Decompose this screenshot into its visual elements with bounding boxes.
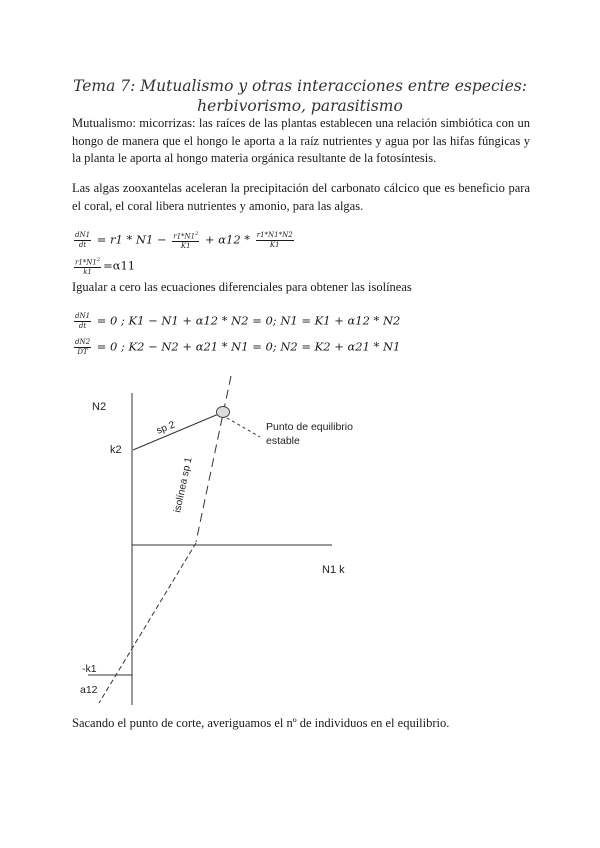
title-line-2: herbivorismo, parasitismo xyxy=(197,97,403,115)
k2-label: k2 xyxy=(110,444,122,456)
numerator-text: r1*N1 xyxy=(75,258,97,267)
fraction-denominator: dt xyxy=(78,322,87,330)
equation-term: =α11 xyxy=(103,258,136,273)
exponent: 2 xyxy=(195,231,199,237)
isoline-sp1-extension xyxy=(99,543,196,703)
sp2-label: sp 2 xyxy=(155,419,177,437)
paragraph-igualar: Igualar a cero las ecuaciones diferenciales para obtener las isolíneas xyxy=(72,280,412,294)
fraction-numerator: dN1 xyxy=(75,231,91,240)
fraction-numerator: dN1 xyxy=(75,312,91,320)
numerator-text: r1*N1 xyxy=(173,232,196,241)
n2-axis-label: N2 xyxy=(92,401,107,413)
equilibrium-pointer xyxy=(227,418,260,437)
exponent: 2 xyxy=(96,257,101,263)
equation-term: = 0 ; K1 − N1 + α12 * N2 = 0; N1 = K1 + α12 * N2 xyxy=(96,313,401,328)
fraction-denominator: dt xyxy=(78,241,87,250)
equilibrium-label-line-1: Punto de equilibrio xyxy=(266,421,353,433)
equilibrium-point xyxy=(217,407,230,418)
fraction-numerator: r1*N1*N2 xyxy=(256,231,293,240)
isoline-sp1-upper xyxy=(196,376,231,542)
fraction-denominator: k1 xyxy=(83,268,92,277)
paragraph-mutualismo: Mutualismo: micorrizas: las raíces de las plantas establecen una relación simbiótica con un hongo de manera que el hongo le aporta a la raíz nutrientes y agua por las hifas fúngicas y la planta le aporta al hongo materia orgánica resultante de la fotosíntesis. xyxy=(72,116,530,165)
sp1-label: isolínea sp 1 xyxy=(172,456,195,514)
n1-axis-label: N1 k xyxy=(322,564,345,576)
paragraph-algas: Las algas zooxantelas aceleran la precipitación del carbonato cálcico que es beneficio para el coral, el coral libera nutrientes y amonio, para las algas. xyxy=(72,181,530,213)
equilibrium-label-line-2: estable xyxy=(266,435,300,447)
equation-term: = 0 ; K2 − N2 + α21 * N1 = 0; N2 = K2 + α21 * N1 xyxy=(96,339,401,354)
fraction-denominator: K1 xyxy=(180,242,191,251)
intercept-label-numerator: -k1 xyxy=(82,663,97,675)
isoline-sp2 xyxy=(133,413,221,450)
fraction-numerator: dN2 xyxy=(75,338,91,346)
equation-term: + α12 * xyxy=(204,232,251,247)
title-line-1: Tema 7: Mutualismo y otras interacciones entre especies: xyxy=(73,77,527,95)
equation-term: = r1 * N1 − xyxy=(96,232,167,247)
fraction-denominator: K1 xyxy=(269,241,280,250)
intercept-label-denominator: a12 xyxy=(80,684,98,696)
fraction-denominator: DT xyxy=(77,348,88,356)
paragraph-sacando: Sacando el punto de corte, averiguamos el nº de individuos en el equilibrio. xyxy=(72,716,450,730)
